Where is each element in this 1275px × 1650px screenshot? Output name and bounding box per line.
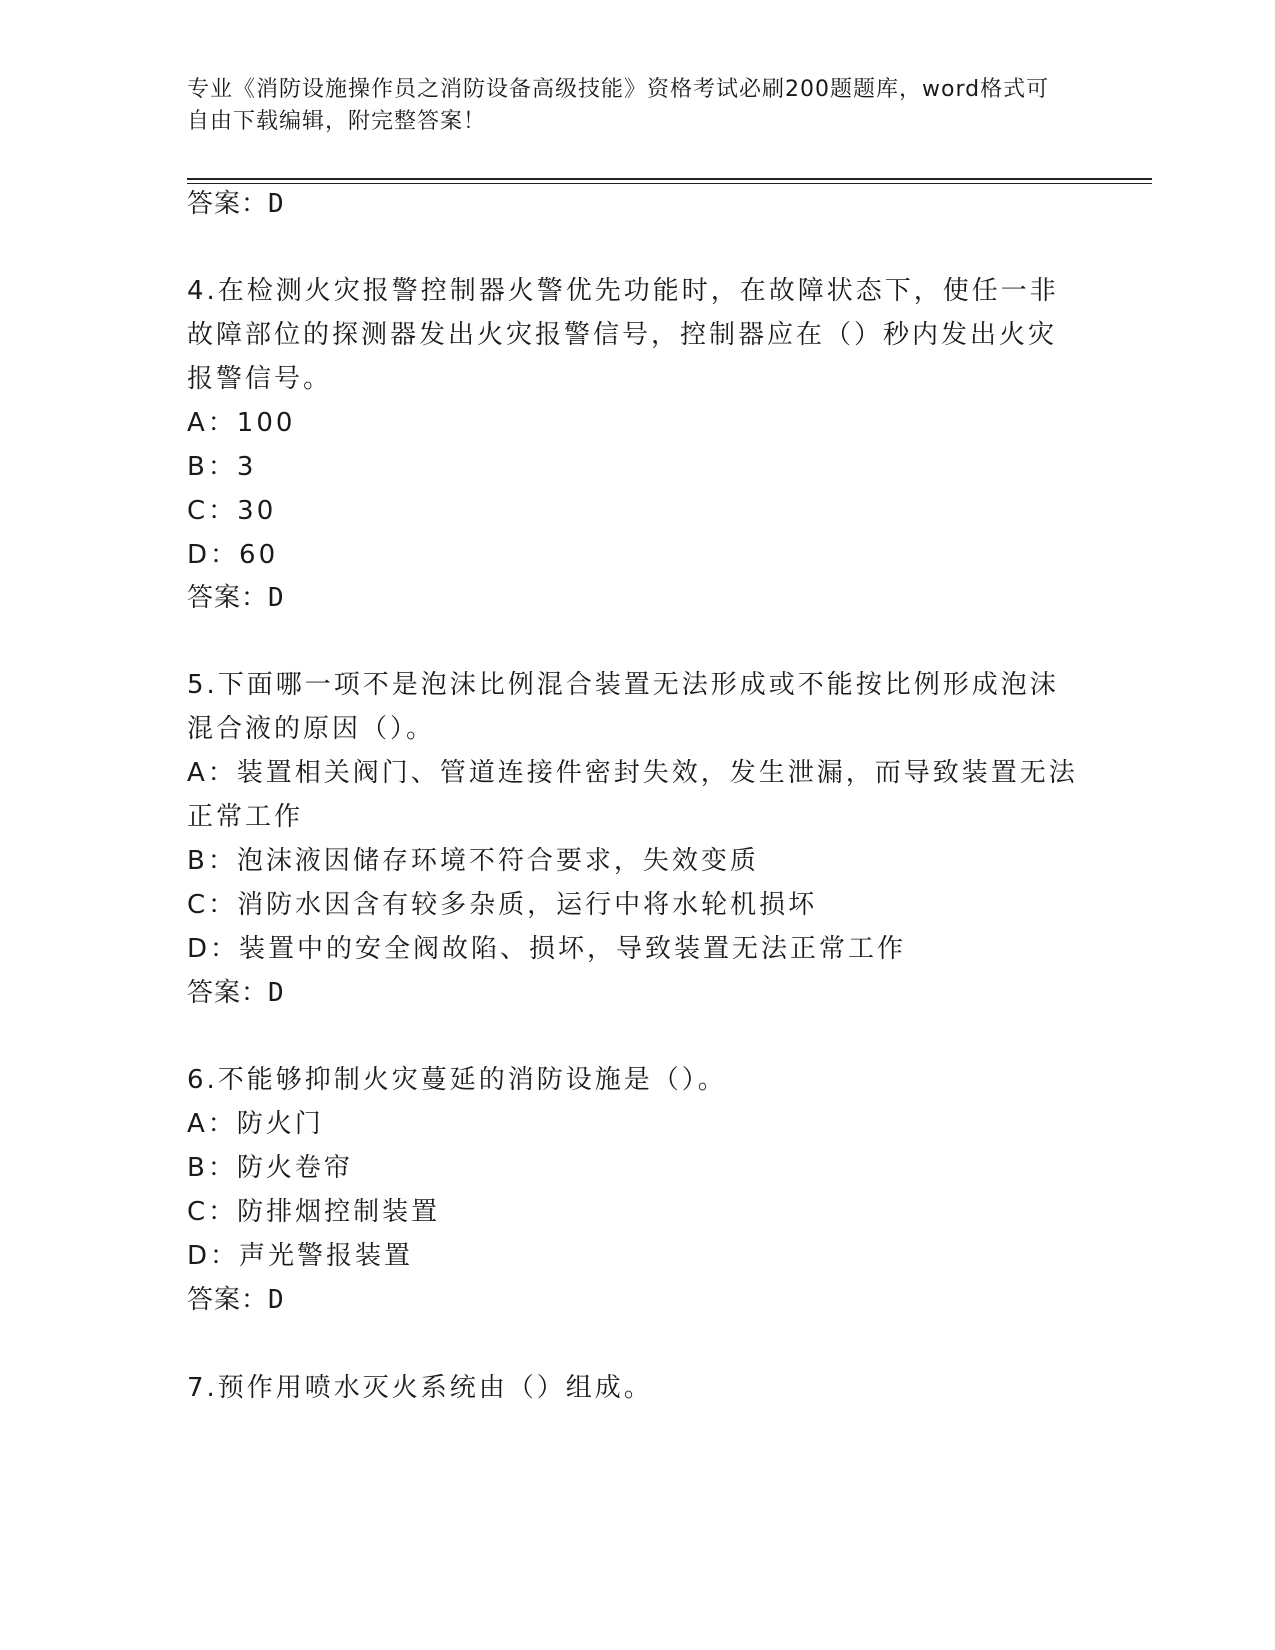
question-6-option-b: B：防火卷帘 [187, 1153, 353, 1183]
question-6-option-d: D：声光警报装置 [187, 1241, 414, 1271]
question-4-text-line-2: 故障部位的探测器发出火灾报警信号，控制器应在（）秒内发出火灾 [187, 320, 1058, 350]
question-6-option-c: C：防排烟控制装置 [187, 1197, 441, 1227]
question-5-option-a-line-2: 正常工作 [187, 802, 304, 832]
question-6-text-line-1: 6.不能够抑制火灾蔓延的消防设施是（）。 [187, 1065, 727, 1095]
answer-q5: 答案：D [187, 978, 285, 1008]
question-6-option-a: A：防火门 [187, 1109, 324, 1139]
question-5-option-d: D：装置中的安全阀故陷、损坏，导致装置无法正常工作 [187, 934, 907, 964]
document-header-intro: 专业《消防设施操作员之消防设备高级技能》资格考试必刷200题题库，word格式可自由下载编辑，附完整答案！ [187, 77, 1050, 134]
question-5-text-line-1: 5.下面哪一项不是泡沫比例混合装置无法形成或不能按比例形成泡沫 [187, 670, 1059, 700]
question-7-text-line-1: 7.预作用喷水灭火系统由（）组成。 [187, 1373, 653, 1403]
question-4-option-d: D：60 [187, 540, 279, 570]
question-4-option-c: C：30 [187, 496, 277, 526]
question-5-option-c: C：消防水因含有较多杂质，运行中将水轮机损坏 [187, 890, 818, 920]
header-divider-thin [187, 183, 1152, 184]
question-5-option-b: B：泡沫液因储存环境不符合要求，失效变质 [187, 846, 759, 876]
answer-q4: 答案：D [187, 583, 285, 613]
answer-q6: 答案：D [187, 1285, 285, 1315]
question-4-option-b: B：3 [187, 452, 257, 482]
question-4-option-a: A：100 [187, 408, 296, 438]
question-4-text-line-3: 报警信号。 [187, 364, 333, 394]
question-4-text-line-1: 4.在检测火灾报警控制器火警优先功能时，在故障状态下，使任一非 [187, 276, 1059, 306]
answer-q3: 答案：D [187, 189, 285, 219]
header-divider-thick [187, 178, 1152, 180]
question-5-text-line-2: 混合液的原因（）。 [187, 714, 436, 744]
question-5-option-a-line-1: A：装置相关阀门、管道连接件密封失效，发生泄漏，而导致装置无法 [187, 758, 1078, 788]
